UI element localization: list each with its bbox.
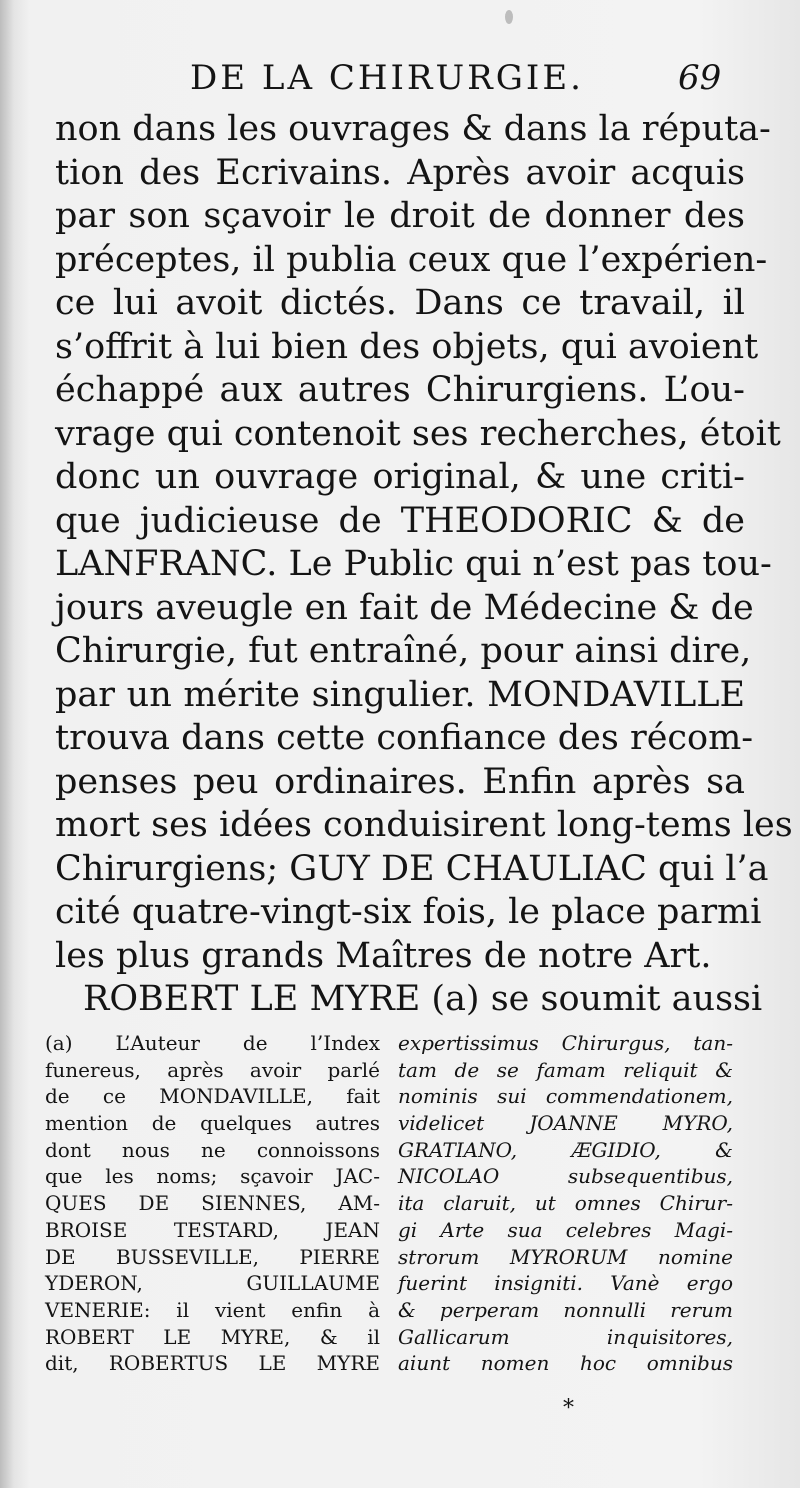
text-line: donc un ouvrage original, & une criti- (55, 457, 745, 497)
footnote-line: ROBERT LE MYRE, & il (45, 1324, 380, 1349)
footnotes (45, 1030, 745, 1400)
footnote-line: NICOLAO subsequentibus, (398, 1164, 733, 1189)
footnote-line: mention de quelques autres (45, 1111, 380, 1136)
text-line: mort ses idées conduisirent long-tems les (55, 805, 793, 845)
text-line: ce lui avoit dictés. Dans ce travail, il (55, 283, 745, 323)
text-line: Chirurgie, fut entraîné, pour ainsi dire, (55, 631, 752, 671)
footnote-line: DE BUSSEVILLE, PIERRE (45, 1244, 380, 1269)
text-line: penses peu ordinaires. Enfin après sa (55, 761, 745, 802)
footnote-line: & perperam nonnulli rerum (398, 1297, 733, 1322)
footnote-line: VENERIE: il vient enfin à (45, 1297, 380, 1322)
footnote-column-right (398, 1030, 733, 1377)
footnote-line: funereus, après avoir parlé (45, 1057, 380, 1082)
text-line: tion des Ecrivains. Après avoir acquis (55, 152, 745, 193)
footnote-line: ita claruit, ut omnes Chirur- (398, 1191, 733, 1216)
main-text (55, 108, 793, 1022)
text-line: non dans les ouvrages & dans la réputa- (55, 109, 771, 149)
footnote-line: gi Arte sua celebres Magi- (398, 1217, 733, 1242)
text-line: s’offrit à lui bien des objets, qui avoient (55, 326, 759, 367)
footnote-line: videlicet JOANNE MYRO, (398, 1111, 733, 1136)
page-number: 69 (678, 58, 722, 98)
running-head-title: DE LA CHIRURGIE. (190, 58, 584, 98)
text-line: par un mérite singulier. MONDAVILLE (55, 674, 745, 715)
text-line: LANFRANC. Le Public qui n’est pas tou- (55, 544, 772, 584)
footnote-line: nominis sui commendationem, (398, 1084, 733, 1109)
text-line: cité quatre-vingt-six fois, le place parmi (55, 892, 762, 932)
text-line: Chirurgiens; GUY DE CHAULIAC qui l’a (55, 848, 769, 889)
footnote-line: dont nous ne connoissons (45, 1137, 380, 1162)
footnote-line: QUES DE SIENNES, AM- (45, 1191, 380, 1216)
footnote-line: expertissimus Chirurgus, tan- (398, 1031, 733, 1055)
text-line: par son sçavoir le droit de donner des (55, 196, 745, 236)
text-line: que judicieuse de THEODORIC & de (55, 500, 745, 541)
catchword-mark: * (563, 1396, 574, 1421)
text-line: jours aveugle en fait de Médecine & de (55, 587, 754, 628)
running-head (0, 58, 800, 108)
ink-spot (505, 10, 513, 24)
footnote-line: Gallicarum inquisitores, (398, 1324, 733, 1349)
text-line: ROBERT LE MYRE (a) se soumit aussi (83, 979, 763, 1019)
footnote-column-left (45, 1030, 380, 1377)
text-line: échappé aux autres Chirurgiens. L’ou- (55, 370, 745, 410)
footnote-line: aiunt nomen hoc omnibus (398, 1351, 733, 1376)
text-line: trouva dans cette confiance des récom- (55, 718, 754, 758)
footnote-line: fuerint insigniti. Vanè ergo (398, 1271, 733, 1296)
footnote-line: YDERON, GUILLAUME (45, 1271, 380, 1296)
text-line: préceptes, il publia ceux que l’expérien- (55, 239, 768, 280)
footnote-line: de ce MONDAVILLE, fait (45, 1084, 380, 1109)
footnote-line: tam de se famam reliquit & (398, 1057, 733, 1082)
text-line: vrage qui contenoit ses recherches, étoit (55, 413, 781, 454)
text-line: les plus grands Maîtres de notre Art. (55, 935, 712, 976)
footnote-line: GRATIANO, ÆGIDIO, & (398, 1137, 733, 1162)
footnote-line: (a) L’Auteur de l’Index (45, 1031, 380, 1055)
footnote-line: BROISE TESTARD, JEAN (45, 1217, 380, 1242)
footnote-line: strorum MYRORUM nomine (398, 1244, 733, 1269)
footnote-line: dit, ROBERTUS LE MYRE (45, 1351, 380, 1376)
footnote-line: que les noms; sçavoir JAC- (45, 1164, 380, 1189)
page-gutter-shadow (0, 0, 14, 1488)
